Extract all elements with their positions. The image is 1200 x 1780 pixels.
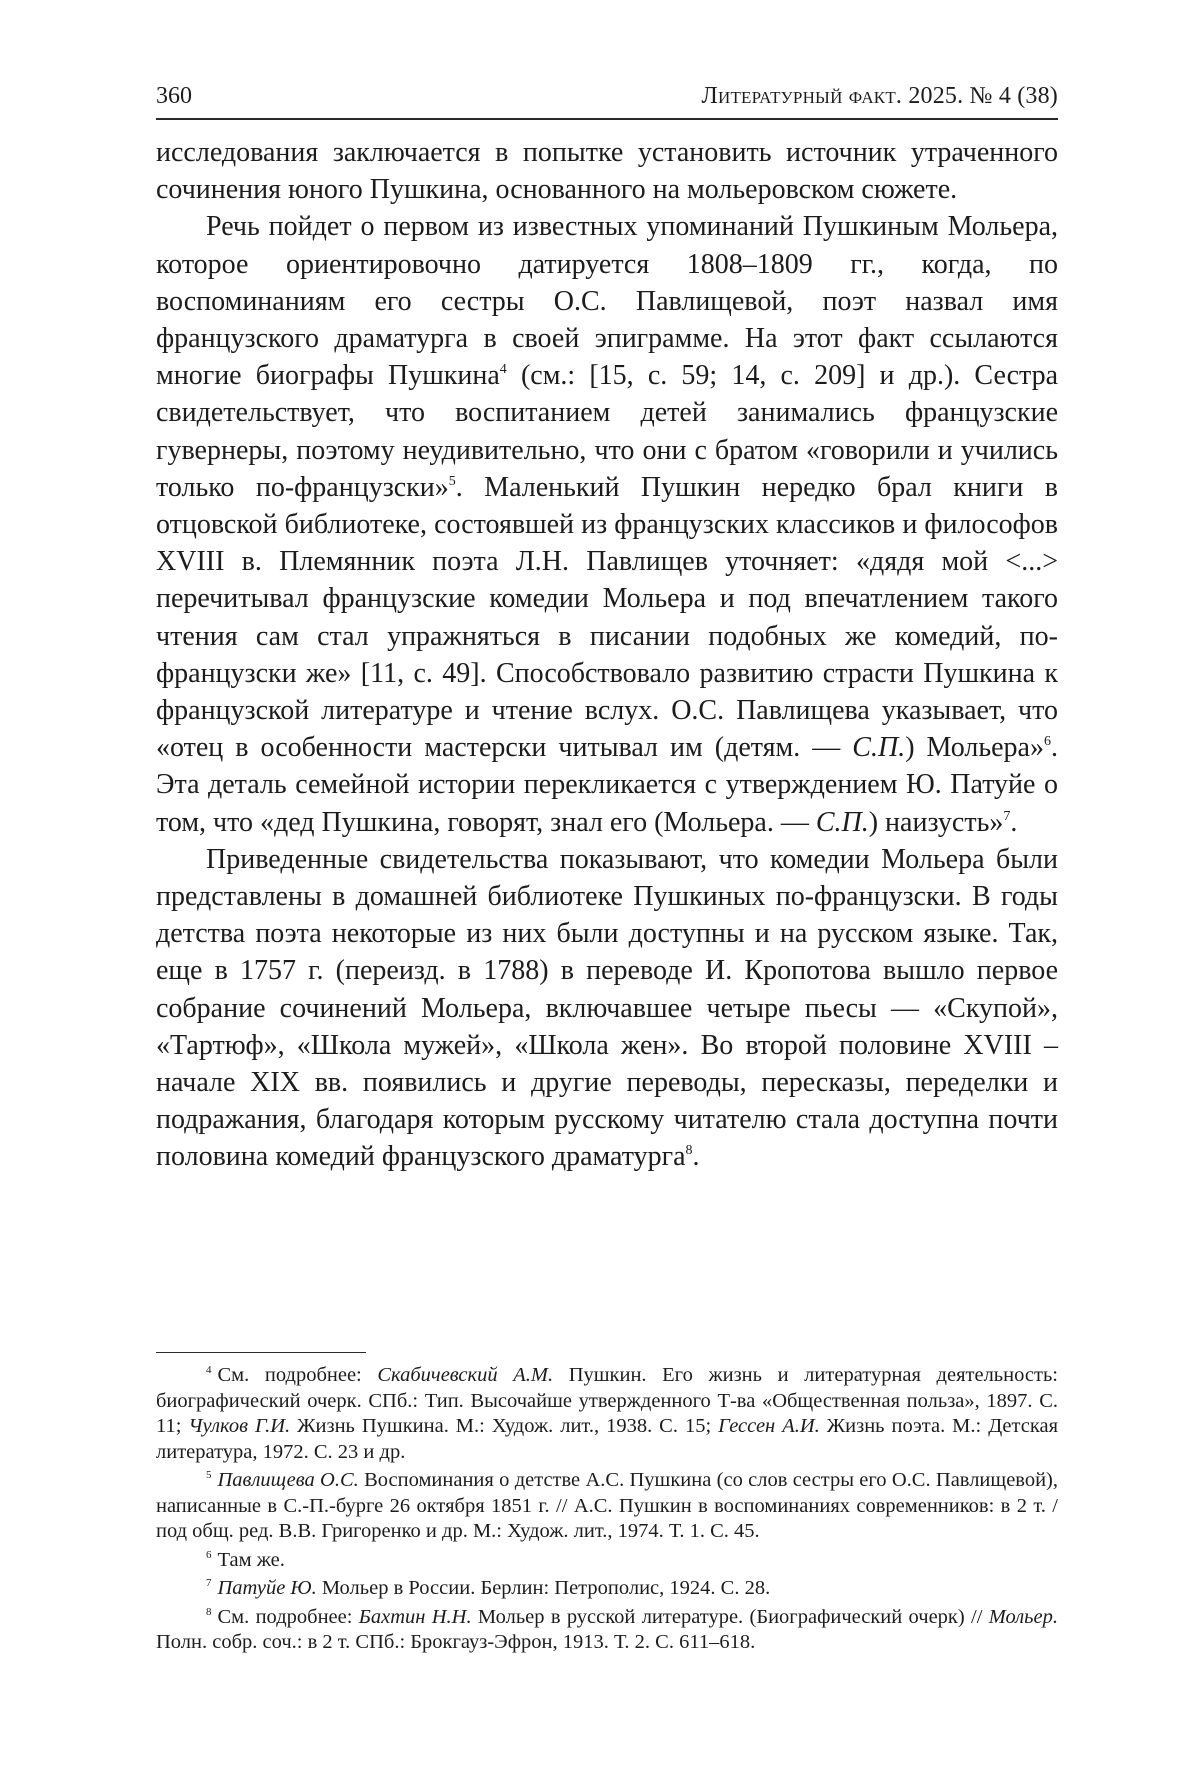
footnote-5: $^5$ Павлищева О.С. Воспоминания о детстве А.С. Пушкина (со слов сестры его О.С. Павлищевой), написанные в С.-П.-бурге 26 октября 1851 г. // А.С. Пушкин в воспоминаниях современников: в 2 т. / под общ. ред. В.В. Григоренко и др. М.: Худож. лит., 1974. Т. 1. С. 45. [156, 1469, 1059, 1542]
page-number: 360 [156, 83, 192, 109]
footnote-divider [156, 1352, 366, 1353]
footnote-7: $^7$ Патуйе Ю. Мольер в России. Берлин: Петрополис, 1924. С. 28. [206, 1577, 771, 1599]
footnotes [156, 1352, 1058, 1659]
footnote-ref-7[interactable]: 7 [1003, 808, 1011, 824]
running-header [156, 80, 1058, 120]
footnote-6: $^6$ Там же. [206, 1548, 285, 1571]
footnote-ref-6[interactable]: 6 [1043, 734, 1051, 750]
footnote-8: $^8$ См. подробнее: Бахтин Н.Н. Мольер в русской литературе. (Биографический очерк) // Мольер. Полн. собр. соч.: в 2 т. СПб.: Брокгауз-Эфрон, 1913. Т. 2. С. 611–618. [156, 1605, 1058, 1653]
paragraph-3: Приведенные свидетельства показывают, что комедии Мольера были представлены в домашней библиотеке Пушкиных по-французски. В годы детства поэта некоторые из них были доступны и на русском языке. Так, еще в 1757 г. (переизд. в 1788) в переводе И. Кропотова вышло первое собрание сочинений Мольера, включавшее четыре пьесы — «Скупой», «Тартюф», «Школа мужей», «Школа жен». Во второй половине XVIII – начале XIX вв. появились и другие переводы, пересказы, переделки и подражания, благодаря которым русскому читателю стала доступна почти половина комедий французского драматурга$^8$. [156, 843, 1058, 1173]
journal-title: Литературный факт. 2025. № 4 (38) [701, 83, 1058, 109]
footnote-ref-8[interactable]: 8 [685, 1143, 693, 1159]
paragraph-1: исследования заключается в попытке установить источник утраченного сочинения юного Пушкина, основанного на мольеровском сюжете. [156, 137, 1058, 206]
paragraph-2: Речь пойдет о первом из известных упоминаний Пушкиным Мольера, которое ориентировочно датируется 1808–1809 гг., когда, по воспоминаниям его сестры О.С. Павлищевой, поэт назвал имя французского драматурга в своей эпиграмме. На этот факт ссылаются многие биографы Пушкина$^4$ (см.: [15, с. 59; 14, с. 209] и др.). Сестра свидетельствует, что воспитанием детей занимались французские гувернеры, поэтому неудивительно, что они с братом «говорили и учились только по-французски»$^5$. Маленький Пушкин нередко брал книги в отцовской библиотеке, состоявшей из французских классиков и философов XVIII в. Племянник поэта Л.Н. Павлищев уточняет: «дядя мой <...> перечитывал французские комедии Мольера и под впечатлением такого чтения сам стал упражняться в писании подобных же комедий, по-французски же» [11, с. 49]. Способствовало развитию страсти Пушкина к французской литературе и чтение вслух. О.С. Павлищева указывает, что «отец в особенности мастерски читывал им (детям. — С.П.) Мольера»$^6$. Эта деталь семейной истории перекликается с утверждением Ю. Патуйе о том, что «дед Пушкина, говорят, знал его (Мольера. — С.П.) наизусть»$^7$. [156, 211, 1058, 838]
footnote-4: $^4$ См. подробнее: Скабичевский А.М. Пушкин. Его жизнь и литературная деятельность: биографический очерк. СПб.: Тип. Высочайше утвержденного Т-ва «Общественная польза», 1897. С. 11; Чулков Г.И. Жизнь Пушкина. М.: Худож. лит., 1938. С. 15; Гессен А.И. Жизнь поэта. М.: Детская литература, 1972. С. 23 и др. [156, 1364, 1059, 1463]
article-body [156, 134, 1058, 1176]
footnote-ref-4[interactable]: 4 [499, 362, 507, 378]
footnote-ref-5[interactable]: 5 [448, 473, 456, 489]
page [156, 80, 1058, 1176]
